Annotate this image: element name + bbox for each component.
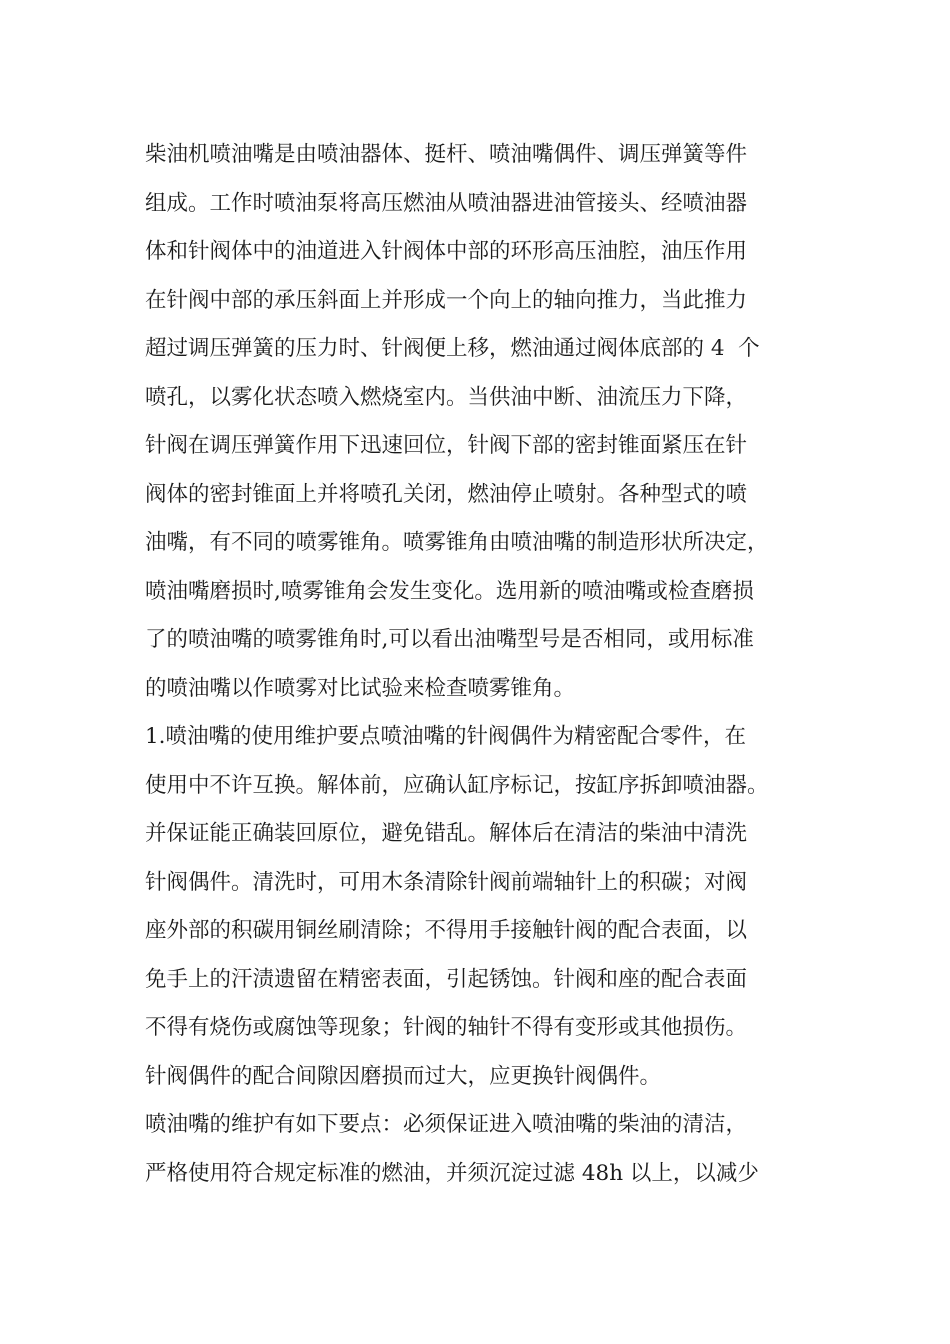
- document-body: [145, 131, 805, 1198]
- text-line: 座外部的积碳用铜丝刷清除；不得用手接触针阀的配合表面，以: [145, 918, 748, 943]
- text-line: 1.喷油嘴的使用维护要点喷油嘴的针阀偶件为精密配合零件，在: [145, 724, 747, 749]
- text-line: 超过调压弹簧的压力时、针阀便上移，燃油通过阀体底部的 4 个: [145, 336, 760, 361]
- text-line: 针阀偶件。清洗时，可用木条清除针阀前端轴针上的积碳；对阀: [145, 869, 748, 895]
- text-line: 体和针阀体中的油道进入针阀体中部的环形高压油腔，油压作用: [145, 239, 748, 264]
- text-line: 严格使用符合规定标准的燃油，并须沉淀过滤 48h 以上，以减少: [145, 1160, 759, 1186]
- text-line: 不得有烧伤或腐蚀等现象；针阀的轴针不得有变形或其他损伤。: [145, 1015, 748, 1040]
- text-line: 免手上的汗渍遗留在精密表面，引起锈蚀。针阀和座的配合表面: [145, 966, 748, 992]
- text-line: 油嘴，有不同的喷雾锥角。喷雾锥角由喷油嘴的制造形状所决定，: [145, 530, 769, 555]
- text-line: 了的喷油嘴的喷雾锥角时,可以看出油嘴型号是否相同，或用标准: [145, 627, 754, 652]
- text-line: 阀体的密封锥面上并将喷孔关闭，燃油停止喷射。各种型式的喷: [145, 481, 748, 507]
- text-line: 使用中不许互换。解体前，应确认缸序标记，按缸序拆卸喷油器。: [145, 772, 769, 798]
- text-line: 针阀在调压弹簧作用下迅速回位，针阀下部的密封锥面紧压在针: [145, 433, 748, 458]
- text-line: 喷油嘴磨损时,喷雾锥角会发生变化。选用新的喷油嘴或检查磨损: [145, 578, 754, 604]
- text-line: 组成。工作时喷油泵将高压燃油从喷油器进油管接头、经喷油器: [145, 190, 748, 216]
- text-line: 针阀偶件的配合间隙因磨损而过大，应更换针阀偶件。: [145, 1063, 662, 1089]
- text-line: 柴油机喷油嘴是由喷油器体、挺杆、喷油嘴偶件、调压弹簧等件: [145, 142, 748, 167]
- text-line: 的喷油嘴以作喷雾对比试验来检查喷雾锥角。: [145, 675, 576, 701]
- text-line: 喷孔，以雾化状态喷入燃烧室内。当供油中断、油流压力下降，: [145, 384, 748, 410]
- text-line: 并保证能正确装回原位，避免错乱。解体后在清洁的柴油中清洗: [145, 821, 748, 846]
- text-line: 喷油嘴的维护有如下要点：必须保证进入喷油嘴的柴油的清洁，: [145, 1112, 748, 1137]
- text-line: 在针阀中部的承压斜面上并形成一个向上的轴向推力，当此推力: [145, 287, 748, 313]
